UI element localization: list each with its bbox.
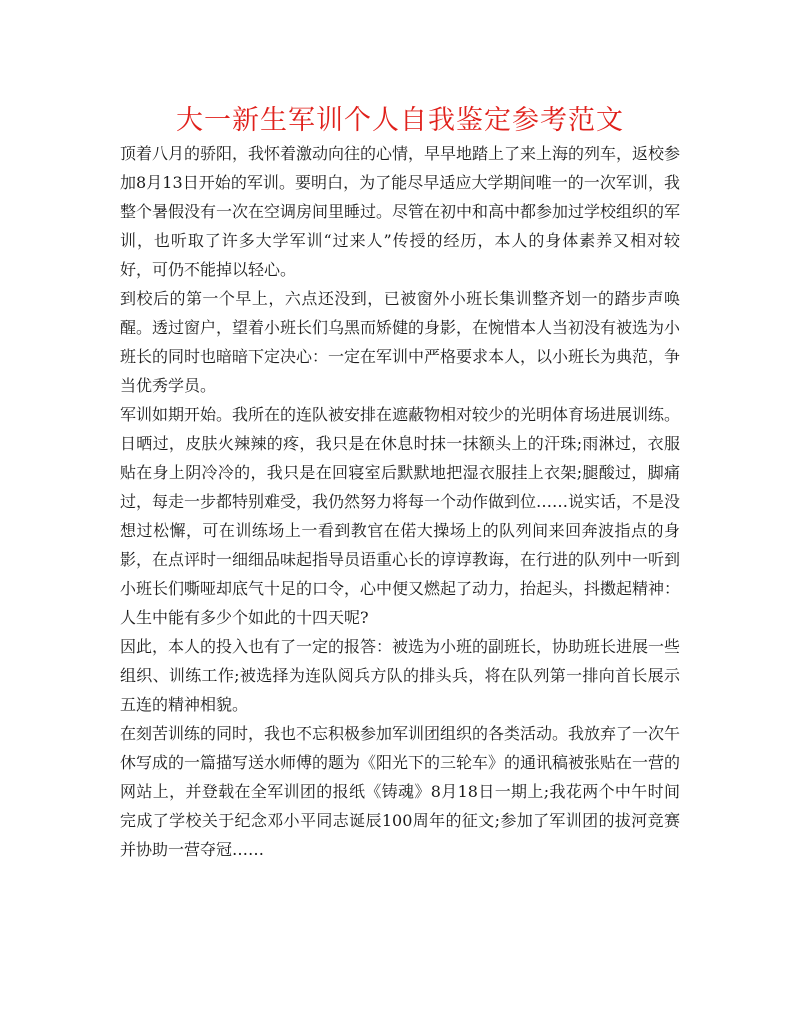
paragraph-2: 到校后的第一个早上，六点还没到，已被窗外小班长集训整齐划一的踏步声唤醒。透过窗户，望着小班长们乌黑而矫健的身影，在惋惜本人当初没有被选为小班长的同时也暗暗下定决心：一定在军训中严格要求本人，以小班长为典范，争当优秀学员。	[120, 289, 681, 395]
paragraph-4: 因此，本人的投入也有了一定的报答：被选为小班的副班长，协助班长进展一些组织、训练工作;被选择为连队阅兵方队的排头兵，将在队列第一排向首长展示五连的精神相貌。	[120, 637, 681, 714]
paragraph-1: 顶着八月的骄阳，我怀着激动向往的心情，早早地踏上了来上海的列车，返校参加8月13日开始的军训。要明白，为了能尽早适应大学期间唯一的一次军训，我整个暑假没有一次在空调房间里睡过。尽管在初中和高中都参加过学校组织的军训，也听取了许多大学军训“过来人”传授的经历，本人的身体素养又相对较好，可仍不能掉以轻心。	[120, 144, 681, 279]
paragraph-5: 在刻苦训练的同时，我也不忘积极参加军训团组织的各类活动。我放弃了一次午休写成的一篇描写送水师傅的题为《阳光下的三轮车》的通讯稿被张贴在一营的网站上，并登载在全军训团的报纸《铸魂》8月18日一期上;我花两个中午时间完成了学校关于纪念邓小平同志诞辰100周年的征文;参加了军训团的拔河竞赛并协助一营夺冠……	[120, 724, 681, 859]
document-body	[120, 139, 680, 864]
document-title: 大一新生军训个人自我鉴定参考范文	[176, 105, 624, 136]
paragraph-3: 军训如期开始。我所在的连队被安排在遮蔽物相对较少的光明体育场进展训练。日晒过，皮肤火辣辣的疼，我只是在休息时抹一抹额头上的汗珠;雨淋过，衣服贴在身上阴冷冷的，我只是在回寝室后默默地把湿衣服挂上衣架;腿酸过，脚痛过，每走一步都特别难受，我仍然努力将每一个动作做到位……说实话，不是没想过松懈，可在训练场上一看到教官在偌大操场上的队列间来回奔波指点的身影，在点评时一细细品味起指导员语重心长的谆谆教诲，在行进的队列中一听到小班长们嘶哑却底气十足的口令，心中便又燃起了动力，抬起头，抖擞起精神：人生中能有多少个如此的十四天呢?	[120, 405, 681, 627]
